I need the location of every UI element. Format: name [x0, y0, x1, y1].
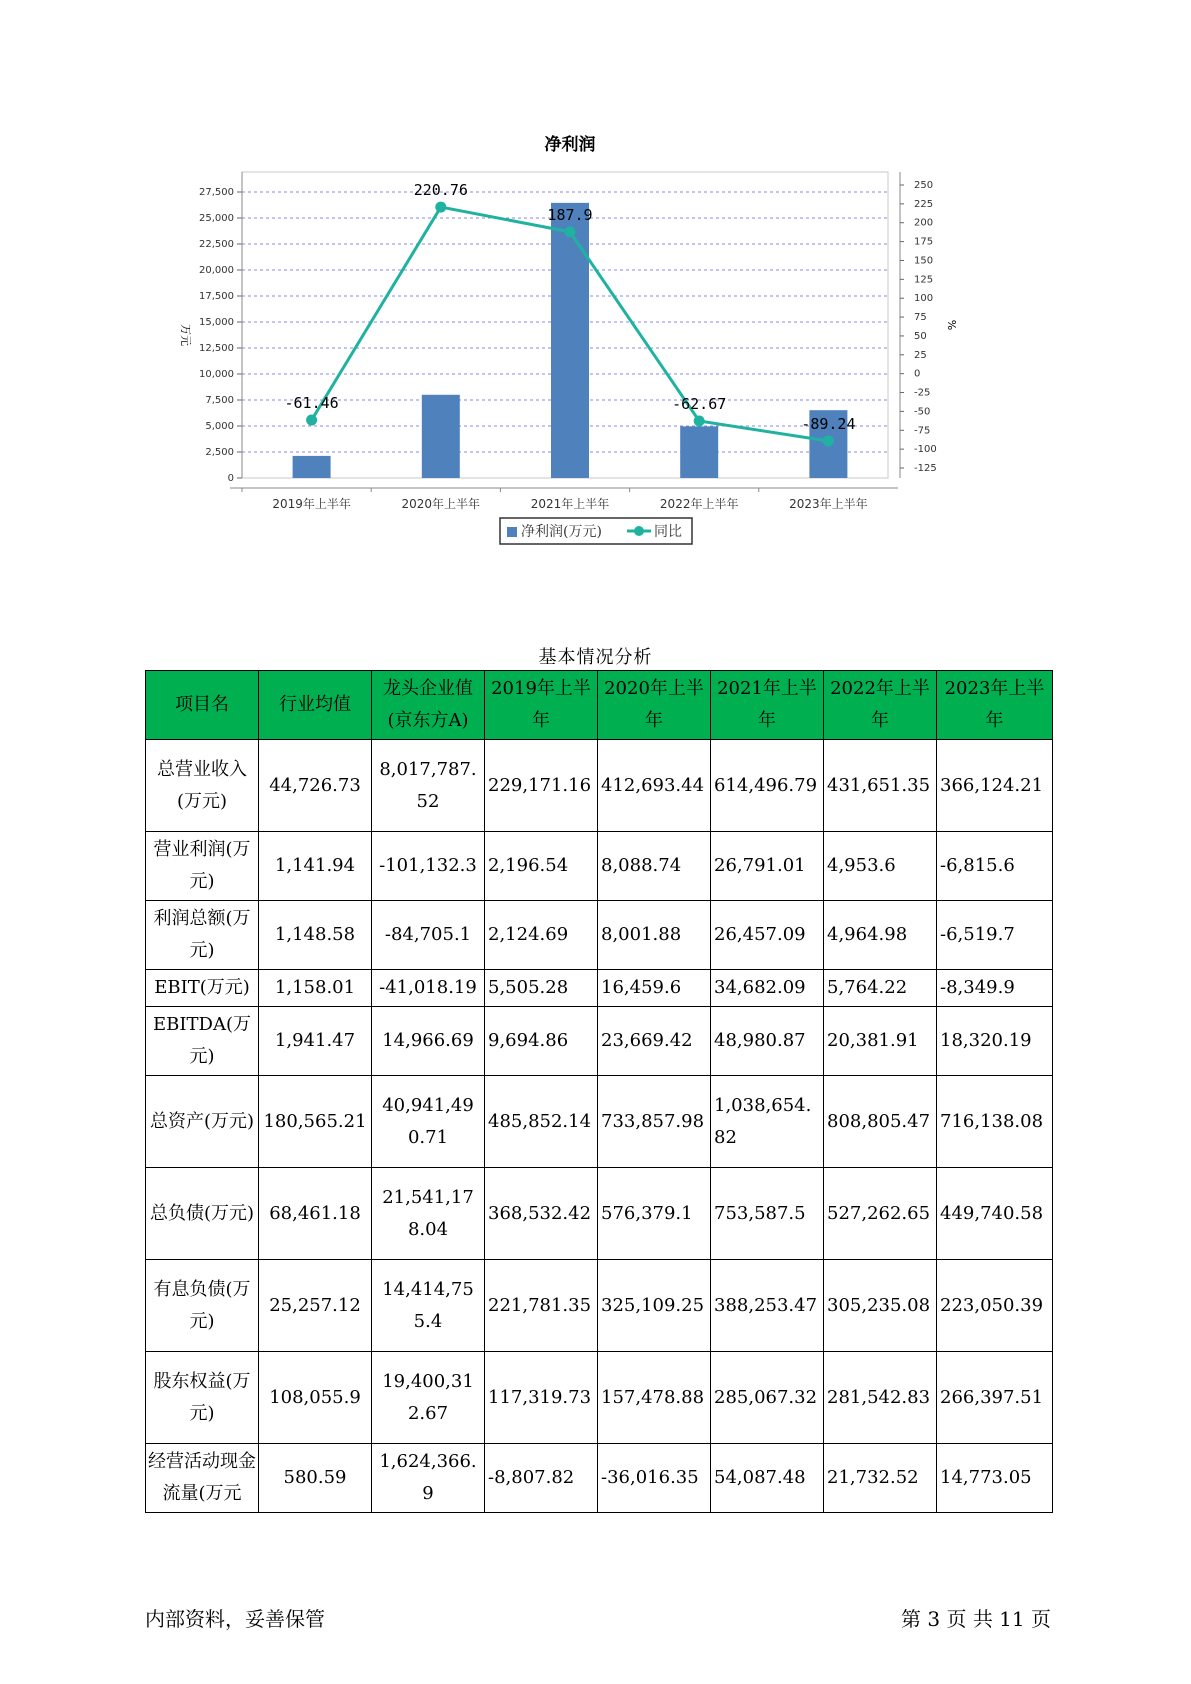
legend-bar-swatch	[507, 527, 517, 537]
table-cell: -41,018.19	[372, 970, 485, 1007]
y-tick-label: 10,000	[199, 369, 234, 380]
line-data-label: 220.76	[413, 181, 468, 200]
table-cell: 117,319.73	[485, 1352, 598, 1444]
y2-tick-label: 175	[914, 236, 934, 248]
table-cell: 614,496.79	[711, 740, 824, 832]
y2-tick-label: -25	[914, 387, 931, 399]
table-cell: -8,349.9	[937, 970, 1053, 1007]
table-cell: 366,124.21	[937, 740, 1053, 832]
table-cell: -36,016.35	[598, 1444, 711, 1513]
row-label-cell: 总资产(万元)	[146, 1076, 259, 1168]
table-row	[146, 1007, 1053, 1076]
y2-tick-label: 250	[914, 180, 934, 191]
table-header-cell: 项目名	[146, 671, 259, 740]
table-cell: 1,624,366.9	[372, 1444, 485, 1513]
table-cell: 25,257.12	[259, 1260, 372, 1352]
table-cell: 14,966.69	[372, 1007, 485, 1076]
bar	[551, 203, 589, 478]
table-cell: 716,138.08	[937, 1076, 1053, 1168]
table-cell: 388,253.47	[711, 1260, 824, 1352]
table-cell: 34,682.09	[711, 970, 824, 1007]
table-cell: 44,726.73	[259, 740, 372, 832]
y-tick-label: 22,500	[199, 239, 234, 250]
y2-tick-label: -75	[914, 425, 931, 437]
net-profit-chart	[170, 130, 1020, 600]
table-cell: 305,235.08	[824, 1260, 937, 1352]
y-tick-label: 20,000	[199, 265, 234, 276]
table-row	[146, 740, 1053, 832]
y-tick-label: 17,500	[199, 291, 234, 302]
table-cell: 20,381.91	[824, 1007, 937, 1076]
table-cell: 753,587.5	[711, 1168, 824, 1260]
table-cell: 285,067.32	[711, 1352, 824, 1444]
table-cell: 16,459.6	[598, 970, 711, 1007]
footer-page-number: 第 3 页 共 11 页	[901, 1607, 1051, 1631]
y2-axis-label: %	[945, 319, 958, 331]
y2-tick-label: 225	[914, 198, 934, 210]
table-body	[146, 740, 1053, 1513]
table-cell: 449,740.58	[937, 1168, 1053, 1260]
y-tick-label: 2,500	[205, 447, 234, 458]
table-header-cell: 2021年上半年	[711, 671, 824, 740]
table-row	[146, 832, 1053, 901]
table-cell: 26,791.01	[711, 832, 824, 901]
line-data-label: -62.67	[672, 394, 727, 413]
line-point	[435, 202, 446, 213]
table-cell: 368,532.42	[485, 1168, 598, 1260]
table-cell: 68,461.18	[259, 1168, 372, 1260]
table-cell: 21,541,178.04	[372, 1168, 485, 1260]
table-cell: 527,262.65	[824, 1168, 937, 1260]
table-cell: 221,781.35	[485, 1260, 598, 1352]
table-row	[146, 1444, 1053, 1513]
y2-tick-label: 125	[914, 274, 934, 286]
line-data-label: 187.9	[547, 205, 593, 224]
table-cell: 23,669.42	[598, 1007, 711, 1076]
y-tick-label: 12,500	[199, 343, 234, 354]
x-tick-label: 2023年上半年	[789, 497, 868, 511]
chart-canvas	[170, 130, 1020, 600]
x-tick-label: 2022年上半年	[659, 497, 739, 511]
table-cell: 14,414,755.4	[372, 1260, 485, 1352]
table-cell: 1,141.94	[259, 832, 372, 901]
bar	[680, 426, 718, 478]
y-tick-label: 15,000	[199, 317, 234, 328]
table-cell: 576,379.1	[598, 1168, 711, 1260]
y-axis-label: 万元	[179, 324, 192, 346]
line-point	[306, 415, 317, 426]
table-cell: 26,457.09	[711, 901, 824, 970]
line-point	[694, 415, 705, 426]
row-label-cell: 经营活动现金流量(万元	[146, 1444, 259, 1513]
y2-tick-label: 25	[914, 349, 927, 361]
table-header-cell: 龙头企业值(京东方A)	[372, 671, 485, 740]
table-cell: 1,158.01	[259, 970, 372, 1007]
y2-tick-label: -50	[914, 406, 931, 418]
table-cell: 18,320.19	[937, 1007, 1053, 1076]
table-row	[146, 1352, 1053, 1444]
table-cell: 8,001.88	[598, 901, 711, 970]
table-row	[146, 901, 1053, 970]
y2-tick-label: 50	[914, 330, 927, 342]
table-cell: 266,397.51	[937, 1352, 1053, 1444]
line-point	[565, 226, 576, 237]
bar	[422, 395, 460, 478]
table-header-cell: 2019年上半年	[485, 671, 598, 740]
footer-confidential: 内部资料，妥善保管	[145, 1607, 325, 1631]
table-cell: 9,694.86	[485, 1007, 598, 1076]
table-row	[146, 1076, 1053, 1168]
table-title: 基本情况分析	[538, 647, 653, 668]
y2-tick-label: -100	[914, 444, 937, 456]
table-cell: -101,132.3	[372, 832, 485, 901]
table-cell: -6,815.6	[937, 832, 1053, 901]
table-cell: 4,953.6	[824, 832, 937, 901]
table-cell: 2,124.69	[485, 901, 598, 970]
table-header-row	[146, 671, 1053, 740]
y2-tick-label: -125	[914, 463, 937, 474]
table-row	[146, 1168, 1053, 1260]
y-tick-label: 27,500	[199, 187, 234, 198]
row-label-cell: EBIT(万元)	[146, 970, 259, 1007]
table-row	[146, 1260, 1053, 1352]
table-cell: 229,171.16	[485, 740, 598, 832]
table-cell: 281,542.83	[824, 1352, 937, 1444]
bar	[293, 456, 331, 478]
table-cell: 157,478.88	[598, 1352, 711, 1444]
table-cell: 180,565.21	[259, 1076, 372, 1168]
table-cell: 325,109.25	[598, 1260, 711, 1352]
table-cell: 8,088.74	[598, 832, 711, 901]
table-cell: 5,505.28	[485, 970, 598, 1007]
row-label-cell: 股东权益(万元)	[146, 1352, 259, 1444]
line-data-label: -89.24	[801, 415, 856, 434]
table-cell: 808,805.47	[824, 1076, 937, 1168]
y2-tick-label: 75	[914, 312, 927, 324]
table-cell: 2,196.54	[485, 832, 598, 901]
table-cell: 580.59	[259, 1444, 372, 1513]
x-tick-label: 2020年上半年	[401, 497, 481, 511]
table-cell: -6,519.7	[937, 901, 1053, 970]
row-label-cell: 总负债(万元)	[146, 1168, 259, 1260]
y2-tick-label: 100	[914, 293, 934, 305]
table-header-cell: 2023年上半年	[937, 671, 1053, 740]
table-cell: 1,148.58	[259, 901, 372, 970]
table-cell: 108,055.9	[259, 1352, 372, 1444]
y-tick-label: 25,000	[199, 213, 234, 224]
y-tick-label: 5,000	[205, 421, 234, 432]
row-label-cell: 有息负债(万元)	[146, 1260, 259, 1352]
table-cell: 412,693.44	[598, 740, 711, 832]
table-cell: -8,807.82	[485, 1444, 598, 1513]
table-cell: 485,852.14	[485, 1076, 598, 1168]
line-point	[823, 436, 834, 447]
row-label-cell: 利润总额(万元)	[146, 901, 259, 970]
table-header-cell: 2020年上半年	[598, 671, 711, 740]
chart-title: 净利润	[544, 135, 596, 155]
table-cell: 4,964.98	[824, 901, 937, 970]
legend-bar-label: 净利润(万元)	[521, 524, 602, 540]
table-cell: -84,705.1	[372, 901, 485, 970]
table-cell: 8,017,787.52	[372, 740, 485, 832]
table-cell: 1,038,654.82	[711, 1076, 824, 1168]
table-header-cell: 2022年上半年	[824, 671, 937, 740]
y2-tick-label: 0	[914, 368, 921, 380]
basic-analysis-table	[145, 670, 1053, 1513]
table-cell: 21,732.52	[824, 1444, 937, 1513]
legend-line-label: 同比	[654, 524, 682, 540]
y-tick-label: 7,500	[205, 395, 234, 406]
table-cell: 40,941,490.71	[372, 1076, 485, 1168]
table-cell: 54,087.48	[711, 1444, 824, 1513]
row-label-cell: EBITDA(万元)	[146, 1007, 259, 1076]
table-cell: 19,400,312.67	[372, 1352, 485, 1444]
table-cell: 431,651.35	[824, 740, 937, 832]
y-tick-label: 0	[227, 473, 234, 484]
table-cell: 5,764.22	[824, 970, 937, 1007]
table-cell: 733,857.98	[598, 1076, 711, 1168]
table-cell: 14,773.05	[937, 1444, 1053, 1513]
y2-tick-label: 150	[914, 255, 934, 267]
table-cell: 48,980.87	[711, 1007, 824, 1076]
x-tick-label: 2019年上半年	[272, 497, 351, 511]
table-row	[146, 970, 1053, 1007]
x-tick-label: 2021年上半年	[530, 497, 610, 511]
table-header-cell: 行业均值	[259, 671, 372, 740]
table-cell: 1,941.47	[259, 1007, 372, 1076]
line-data-label: -61.46	[284, 394, 339, 413]
table-cell: 223,050.39	[937, 1260, 1053, 1352]
row-label-cell: 营业利润(万元)	[146, 832, 259, 901]
y2-tick-label: 200	[914, 217, 934, 229]
row-label-cell: 总营业收入(万元)	[146, 740, 259, 832]
legend-line-marker	[634, 526, 644, 536]
